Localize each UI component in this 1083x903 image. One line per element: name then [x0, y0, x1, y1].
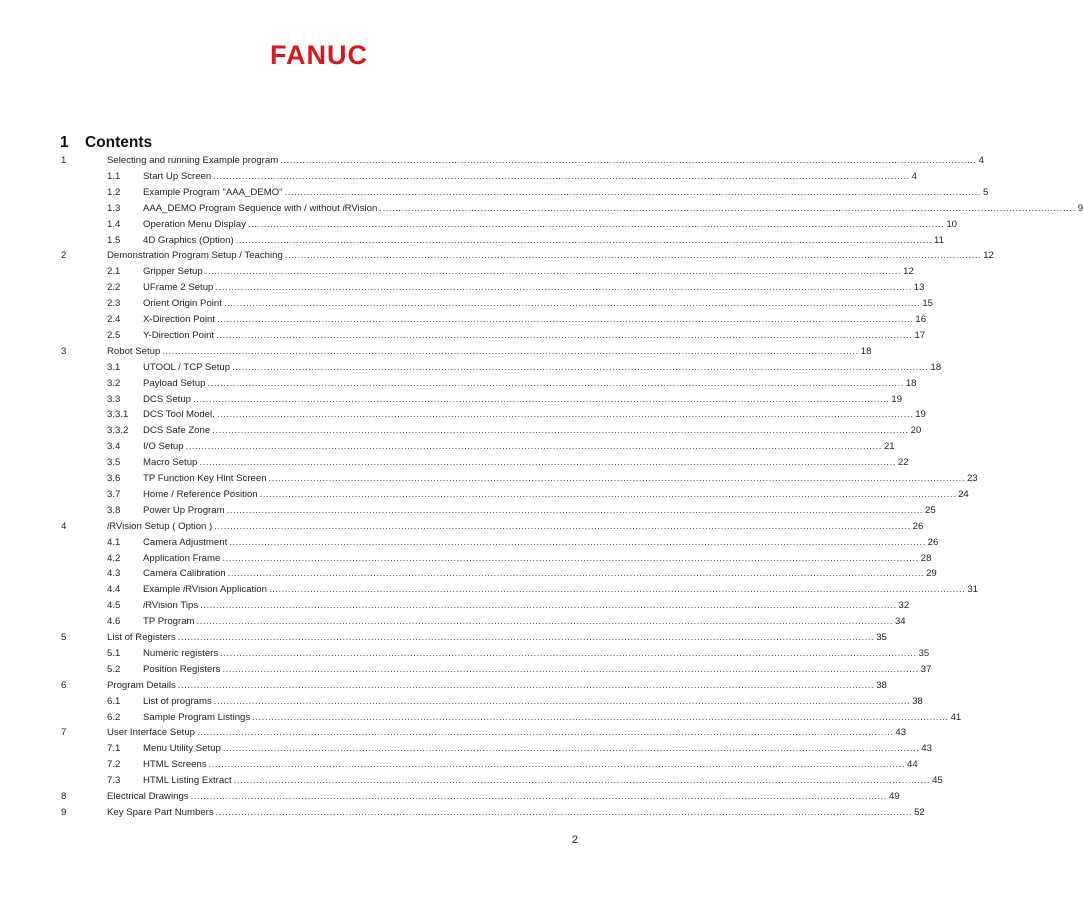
- toc-entry-title: X-Direction Point: [143, 314, 215, 325]
- toc-entry-number: 3.2: [107, 377, 121, 389]
- toc-section-entry[interactable]: [0, 757, 918, 773]
- toc-chapter-entry[interactable]: [0, 805, 925, 821]
- toc-entry-page: 28: [920, 552, 932, 564]
- toc-entry-number: 4: [61, 520, 67, 532]
- toc-entry-page: 9: [1077, 202, 1083, 214]
- toc-section-entry[interactable]: [0, 773, 943, 789]
- toc-section-entry[interactable]: [0, 487, 969, 503]
- toc-chapter-entry[interactable]: [0, 153, 984, 169]
- toc-section-entry[interactable]: [0, 423, 922, 439]
- toc-section-entry[interactable]: [0, 360, 942, 376]
- toc-dot-leader: ............................................................................................................................................................................................................................: [222, 663, 919, 675]
- toc-entry-page: 17: [914, 329, 926, 341]
- toc-entry-title: Operation Menu Display: [143, 218, 246, 230]
- toc-entry-number: 3.4: [107, 441, 121, 453]
- toc-dot-leader: ............................................................................................................................................................................................................................: [280, 155, 977, 166]
- toc-entry-title: Example Program "AAA_DEMO": [143, 186, 283, 198]
- toc-section-entry[interactable]: [0, 264, 914, 280]
- toc-entry-page: 11: [934, 234, 945, 246]
- toc-entry-number: 4.4: [107, 584, 121, 596]
- toc-section-entry[interactable]: [0, 407, 926, 423]
- toc-entry-title: Menu Utility Setup: [143, 743, 221, 755]
- toc-section-entry[interactable]: [0, 503, 936, 519]
- toc-dot-leader: ............................................................................................................................................................................................................................: [214, 520, 911, 532]
- toc-dot-leader: ............................................................................................................................................................................................................................: [379, 202, 1076, 214]
- toc-entry-title: 4D Graphics (Option): [143, 234, 234, 246]
- toc-dot-leader: ............................................................................................................................................................................................................................: [247, 218, 945, 230]
- toc-dot-leader: ............................................................................................................................................................................................................................: [229, 536, 926, 548]
- toc-section-entry[interactable]: [0, 598, 910, 614]
- toc-dot-leader: ............................................................................................................................................................................................................................: [177, 632, 875, 643]
- toc-dot-leader: ............................................................................................................................................................................................................................: [233, 775, 931, 787]
- toc-section-entry[interactable]: [0, 710, 962, 726]
- toc-entry-title: HTML Screens: [143, 759, 207, 771]
- toc-entry-page: 19: [891, 393, 903, 405]
- toc-entry-page: 4: [911, 170, 918, 182]
- toc-dot-leader: ............................................................................................................................................................................................................................: [268, 473, 965, 484]
- toc-entry-page: 37: [920, 663, 932, 675]
- toc-entry-number: 3.3: [107, 393, 121, 405]
- toc-entry-number: 4.6: [107, 616, 121, 628]
- toc-entry-title: Program Details: [107, 679, 176, 691]
- toc-section-entry[interactable]: [0, 312, 927, 328]
- toc-entry-title: I/O Setup: [143, 441, 184, 453]
- toc-entry-number: 1: [61, 155, 67, 166]
- toc-entry-page: 25: [924, 504, 936, 516]
- toc-entry-number: 4.2: [107, 552, 121, 564]
- toc-entry-page: 18: [860, 345, 872, 357]
- toc-chapter-entry[interactable]: [0, 344, 872, 360]
- toc-entry-number: 6: [61, 679, 67, 691]
- toc-entry-number: 1.2: [107, 186, 121, 198]
- toc-dot-leader: ............................................................................................................................................................................................................................: [232, 361, 929, 373]
- toc-entry-title: Power Up Program: [143, 504, 225, 516]
- toc-entry-title: Selecting and running Example program: [107, 155, 279, 166]
- toc-dot-leader: ............................................................................................................................................................................................................................: [215, 806, 913, 818]
- toc-entry-page: 21: [883, 441, 895, 453]
- toc-dot-leader: ............................................................................................................................................................................................................................: [212, 425, 909, 437]
- toc-entry-number: 3.8: [107, 504, 121, 516]
- toc-section-entry[interactable]: [0, 296, 933, 312]
- toc-entry-page: 32: [898, 600, 910, 612]
- toc-entry-title: UFrame 2 Setup: [143, 282, 214, 294]
- toc-section-entry[interactable]: [0, 694, 923, 710]
- toc-entry-title: Robot Setup: [107, 345, 161, 357]
- toc-section-entry[interactable]: [0, 217, 957, 233]
- toc-section-entry[interactable]: [0, 551, 932, 567]
- toc-section-entry[interactable]: [0, 566, 937, 582]
- toc-section-entry[interactable]: [0, 662, 932, 678]
- toc-entry-title: List of Registers: [107, 632, 176, 643]
- toc-section-entry[interactable]: [0, 169, 918, 185]
- toc-entry-page: 12: [903, 266, 914, 278]
- toc-entry-number: 1.5: [107, 234, 121, 246]
- toc-entry-page: 34: [894, 616, 906, 628]
- toc-entry-title: TP Program: [143, 616, 195, 628]
- toc-entry-title: Payload Setup: [143, 377, 206, 389]
- toc-entry-page: 19: [915, 409, 926, 421]
- toc-entry-number: 3.7: [107, 488, 121, 500]
- toc-entry-title: User Interface Setup: [107, 727, 195, 739]
- toc-dot-leader: ............................................................................................................................................................................................................................: [284, 186, 981, 198]
- toc-entry-title: DCS Tool Model.: [143, 409, 215, 421]
- toc-entry-number: 3: [61, 345, 67, 357]
- toc-entry-page: 18: [930, 361, 942, 373]
- toc-entry-number: 3.5: [107, 457, 121, 469]
- toc-dot-leader: ............................................................................................................................................................................................................................: [208, 759, 906, 771]
- toc-dot-leader: ............................................................................................................................................................................................................................: [185, 441, 882, 453]
- toc-dot-leader: ............................................................................................................................................................................................................................: [162, 345, 859, 357]
- toc-entry-title: Camera Adjustment: [143, 536, 228, 548]
- toc-dot-leader: ............................................................................................................................................................................................................................: [213, 170, 910, 182]
- toc-entry-page: 49: [888, 791, 900, 802]
- toc-entry-page: 29: [926, 568, 937, 580]
- toc-entry-page: 38: [876, 679, 887, 691]
- toc-entry-number: 3.1: [107, 361, 121, 373]
- toc-entry-number: 5.1: [107, 647, 121, 659]
- fanuc-logo: FANUC: [270, 40, 368, 70]
- toc-section-entry[interactable]: [0, 646, 930, 662]
- toc-dot-leader: ............................................................................................................................................................................................................................: [207, 377, 904, 389]
- toc-entry-number: 2.3: [107, 298, 121, 310]
- toc-entry-title: List of programs: [143, 695, 212, 707]
- toc-entry-number: 1.4: [107, 218, 121, 230]
- toc-dot-leader: ............................................................................................................................................................................................................................: [220, 647, 917, 659]
- toc-entry-number: 2.5: [107, 329, 121, 341]
- toc-dot-leader: ............................................................................................................................................................................................................................: [196, 616, 893, 628]
- toc-entry-page: 26: [927, 536, 939, 548]
- toc-entry-title: Numeric registers: [143, 647, 219, 659]
- toc-dot-leader: ............................................................................................................................................................................................................................: [223, 298, 921, 310]
- toc-dot-leader: ............................................................................................................................................................................................................................: [216, 409, 914, 421]
- toc-chapter-entry[interactable]: [0, 519, 924, 535]
- toc-section-entry[interactable]: [0, 185, 989, 201]
- toc-entry-number: 5: [61, 632, 67, 643]
- toc-dot-leader: ............................................................................................................................................................................................................................: [197, 727, 894, 739]
- toc-chapter-entry[interactable]: [0, 678, 887, 694]
- toc-entry-page: 44: [907, 759, 918, 771]
- toc-dot-leader: ............................................................................................................................................................................................................................: [215, 282, 912, 294]
- toc-entry-title: TP Function Key Hint Screen: [143, 473, 267, 484]
- toc-entry-number: 3.3.1: [107, 409, 129, 421]
- heading-number: 1: [60, 134, 69, 151]
- toc-entry-page: 43: [895, 727, 907, 739]
- toc-section-entry[interactable]: [0, 376, 917, 392]
- toc-chapter-entry[interactable]: [0, 725, 907, 741]
- toc-entry-number: 4.1: [107, 536, 121, 548]
- toc-entry-page: 5: [982, 186, 989, 198]
- toc-entry-page: 22: [897, 457, 909, 469]
- toc-entry-number: 2.2: [107, 282, 121, 294]
- toc-section-entry[interactable]: [0, 614, 906, 630]
- toc-dot-leader: ............................................................................................................................................................................................................................: [235, 234, 933, 246]
- toc-dot-leader: ............................................................................................................................................................................................................................: [190, 791, 887, 802]
- toc-section-entry[interactable]: [0, 328, 926, 344]
- toc-dot-leader: ............................................................................................................................................................................................................................: [216, 329, 913, 341]
- toc-entry-title: Application Frame: [143, 552, 221, 564]
- toc-entry-title: AAA_DEMO Program Sequence with / without iRVision: [143, 202, 378, 214]
- toc-entry-number: 2.1: [107, 266, 121, 278]
- toc-entry-title: Key Spare Part Numbers: [107, 806, 214, 818]
- toc-entry-number: 4.3: [107, 568, 121, 580]
- toc-dot-leader: ............................................................................................................................................................................................................................: [200, 600, 897, 612]
- toc-entry-page: 23: [966, 473, 978, 484]
- toc-entry-page: 41: [950, 711, 962, 723]
- toc-entry-page: 4: [978, 155, 984, 166]
- toc-chapter-entry[interactable]: [0, 630, 887, 646]
- toc-dot-leader: ............................................................................................................................................................................................................................: [284, 250, 982, 262]
- toc-dot-leader: ............................................................................................................................................................................................................................: [199, 457, 896, 469]
- toc-chapter-entry[interactable]: [0, 248, 994, 264]
- toc-dot-leader: ............................................................................................................................................................................................................................: [204, 266, 902, 278]
- toc-entry-page: 20: [910, 425, 922, 437]
- toc-dot-leader: ............................................................................................................................................................................................................................: [252, 711, 949, 723]
- toc-entry-number: 2.4: [107, 314, 121, 325]
- toc-entry-title: iRVision Tips: [143, 600, 199, 612]
- toc-section-entry[interactable]: [0, 233, 945, 249]
- toc-entry-page: 18: [905, 377, 917, 389]
- toc-entry-number: 6.2: [107, 711, 121, 723]
- toc-section-entry[interactable]: [0, 439, 895, 455]
- toc-entry-number: 4.5: [107, 600, 121, 612]
- toc-entry-title: UTOOL / TCP Setup: [143, 361, 231, 373]
- page-number: 2: [571, 834, 578, 846]
- toc-entry-title: Camera Calibration: [143, 568, 226, 580]
- toc-section-entry[interactable]: [0, 392, 903, 408]
- toc-entry-number: 3.3.2: [107, 425, 129, 437]
- toc-entry-number: 3.6: [107, 473, 121, 484]
- toc-entry-title: DCS Setup: [143, 393, 191, 405]
- toc-dot-leader: ............................................................................................................................................................................................................................: [226, 504, 923, 516]
- contents-heading: [60, 134, 580, 154]
- toc-entry-title: Demonstration Program Setup / Teaching: [107, 250, 283, 262]
- toc-section-entry[interactable]: [0, 741, 932, 757]
- toc-dot-leader: ............................................................................................................................................................................................................................: [259, 488, 957, 500]
- toc-entry-page: 16: [915, 314, 927, 325]
- toc-entry-page: 38: [912, 695, 923, 707]
- toc-entry-title: Position Registers: [143, 663, 221, 675]
- toc-entry-page: 45: [932, 775, 943, 787]
- toc-entry-page: 24: [958, 488, 969, 500]
- toc-dot-leader: ............................................................................................................................................................................................................................: [227, 568, 925, 580]
- toc-dot-leader: ............................................................................................................................................................................................................................: [193, 393, 890, 405]
- toc-entry-page: 43: [921, 743, 932, 755]
- toc-entry-title: DCS Safe Zone: [143, 425, 211, 437]
- toc-entry-number: 5.2: [107, 663, 121, 675]
- toc-section-entry[interactable]: [0, 455, 909, 471]
- toc-entry-page: 35: [918, 647, 930, 659]
- toc-entry-title: Macro Setup: [143, 457, 198, 469]
- toc-dot-leader: ............................................................................................................................................................................................................................: [222, 552, 919, 564]
- toc-dot-leader: ............................................................................................................................................................................................................................: [213, 695, 911, 707]
- toc-entry-title: HTML Listing Extract: [143, 775, 232, 787]
- toc-entry-title: Electrical Drawings: [107, 791, 189, 802]
- toc-entry-page: 15: [922, 298, 933, 310]
- toc-entry-number: 1.3: [107, 202, 121, 214]
- toc-entry-page: 31: [967, 584, 979, 596]
- toc-entry-page: 35: [876, 632, 887, 643]
- toc-entry-title: Start Up Screen: [143, 170, 212, 182]
- toc-dot-leader: ............................................................................................................................................................................................................................: [177, 679, 875, 691]
- toc-entry-title: Example iRVision Application: [143, 584, 267, 596]
- toc-entry-title: Orient Origin Point: [143, 298, 222, 310]
- toc-entry-number: 8: [61, 791, 67, 802]
- toc-entry-number: 7.2: [107, 759, 121, 771]
- toc-entry-title: Gripper Setup: [143, 266, 203, 278]
- toc-section-entry[interactable]: [0, 201, 1083, 217]
- toc-entry-number: 7: [61, 727, 67, 739]
- toc-entry-number: 9: [61, 806, 67, 818]
- toc-entry-number: 7.1: [107, 743, 121, 755]
- toc-entry-page: 10: [946, 218, 957, 230]
- toc-entry-page: 26: [912, 520, 924, 532]
- toc-entry-title: iRVision Setup ( Option ): [107, 520, 213, 532]
- toc-dot-leader: ............................................................................................................................................................................................................................: [268, 584, 966, 596]
- toc-dot-leader: ............................................................................................................................................................................................................................: [216, 314, 914, 325]
- toc-entry-title: Y-Direction Point: [143, 329, 215, 341]
- toc-entry-page: 52: [914, 806, 925, 818]
- toc-entry-number: 1.1: [107, 170, 121, 182]
- toc-section-entry[interactable]: [0, 280, 925, 296]
- toc-dot-leader: ............................................................................................................................................................................................................................: [222, 743, 920, 755]
- toc-section-entry[interactable]: [0, 582, 979, 598]
- toc-entry-number: 7.3: [107, 775, 121, 787]
- toc-entry-title: Sample Program Listings: [143, 711, 251, 723]
- toc-section-entry[interactable]: [0, 535, 939, 551]
- toc-entry-number: 2: [61, 250, 67, 262]
- toc-entry-page: 12: [983, 250, 994, 262]
- toc-chapter-entry[interactable]: [0, 789, 900, 805]
- heading-title: Contents: [85, 134, 153, 151]
- toc-entry-page: 13: [913, 282, 925, 294]
- toc-entry-title: Home / Reference Position: [143, 488, 258, 500]
- toc-entry-number: 6.1: [107, 695, 121, 707]
- toc-section-entry[interactable]: [0, 471, 978, 487]
